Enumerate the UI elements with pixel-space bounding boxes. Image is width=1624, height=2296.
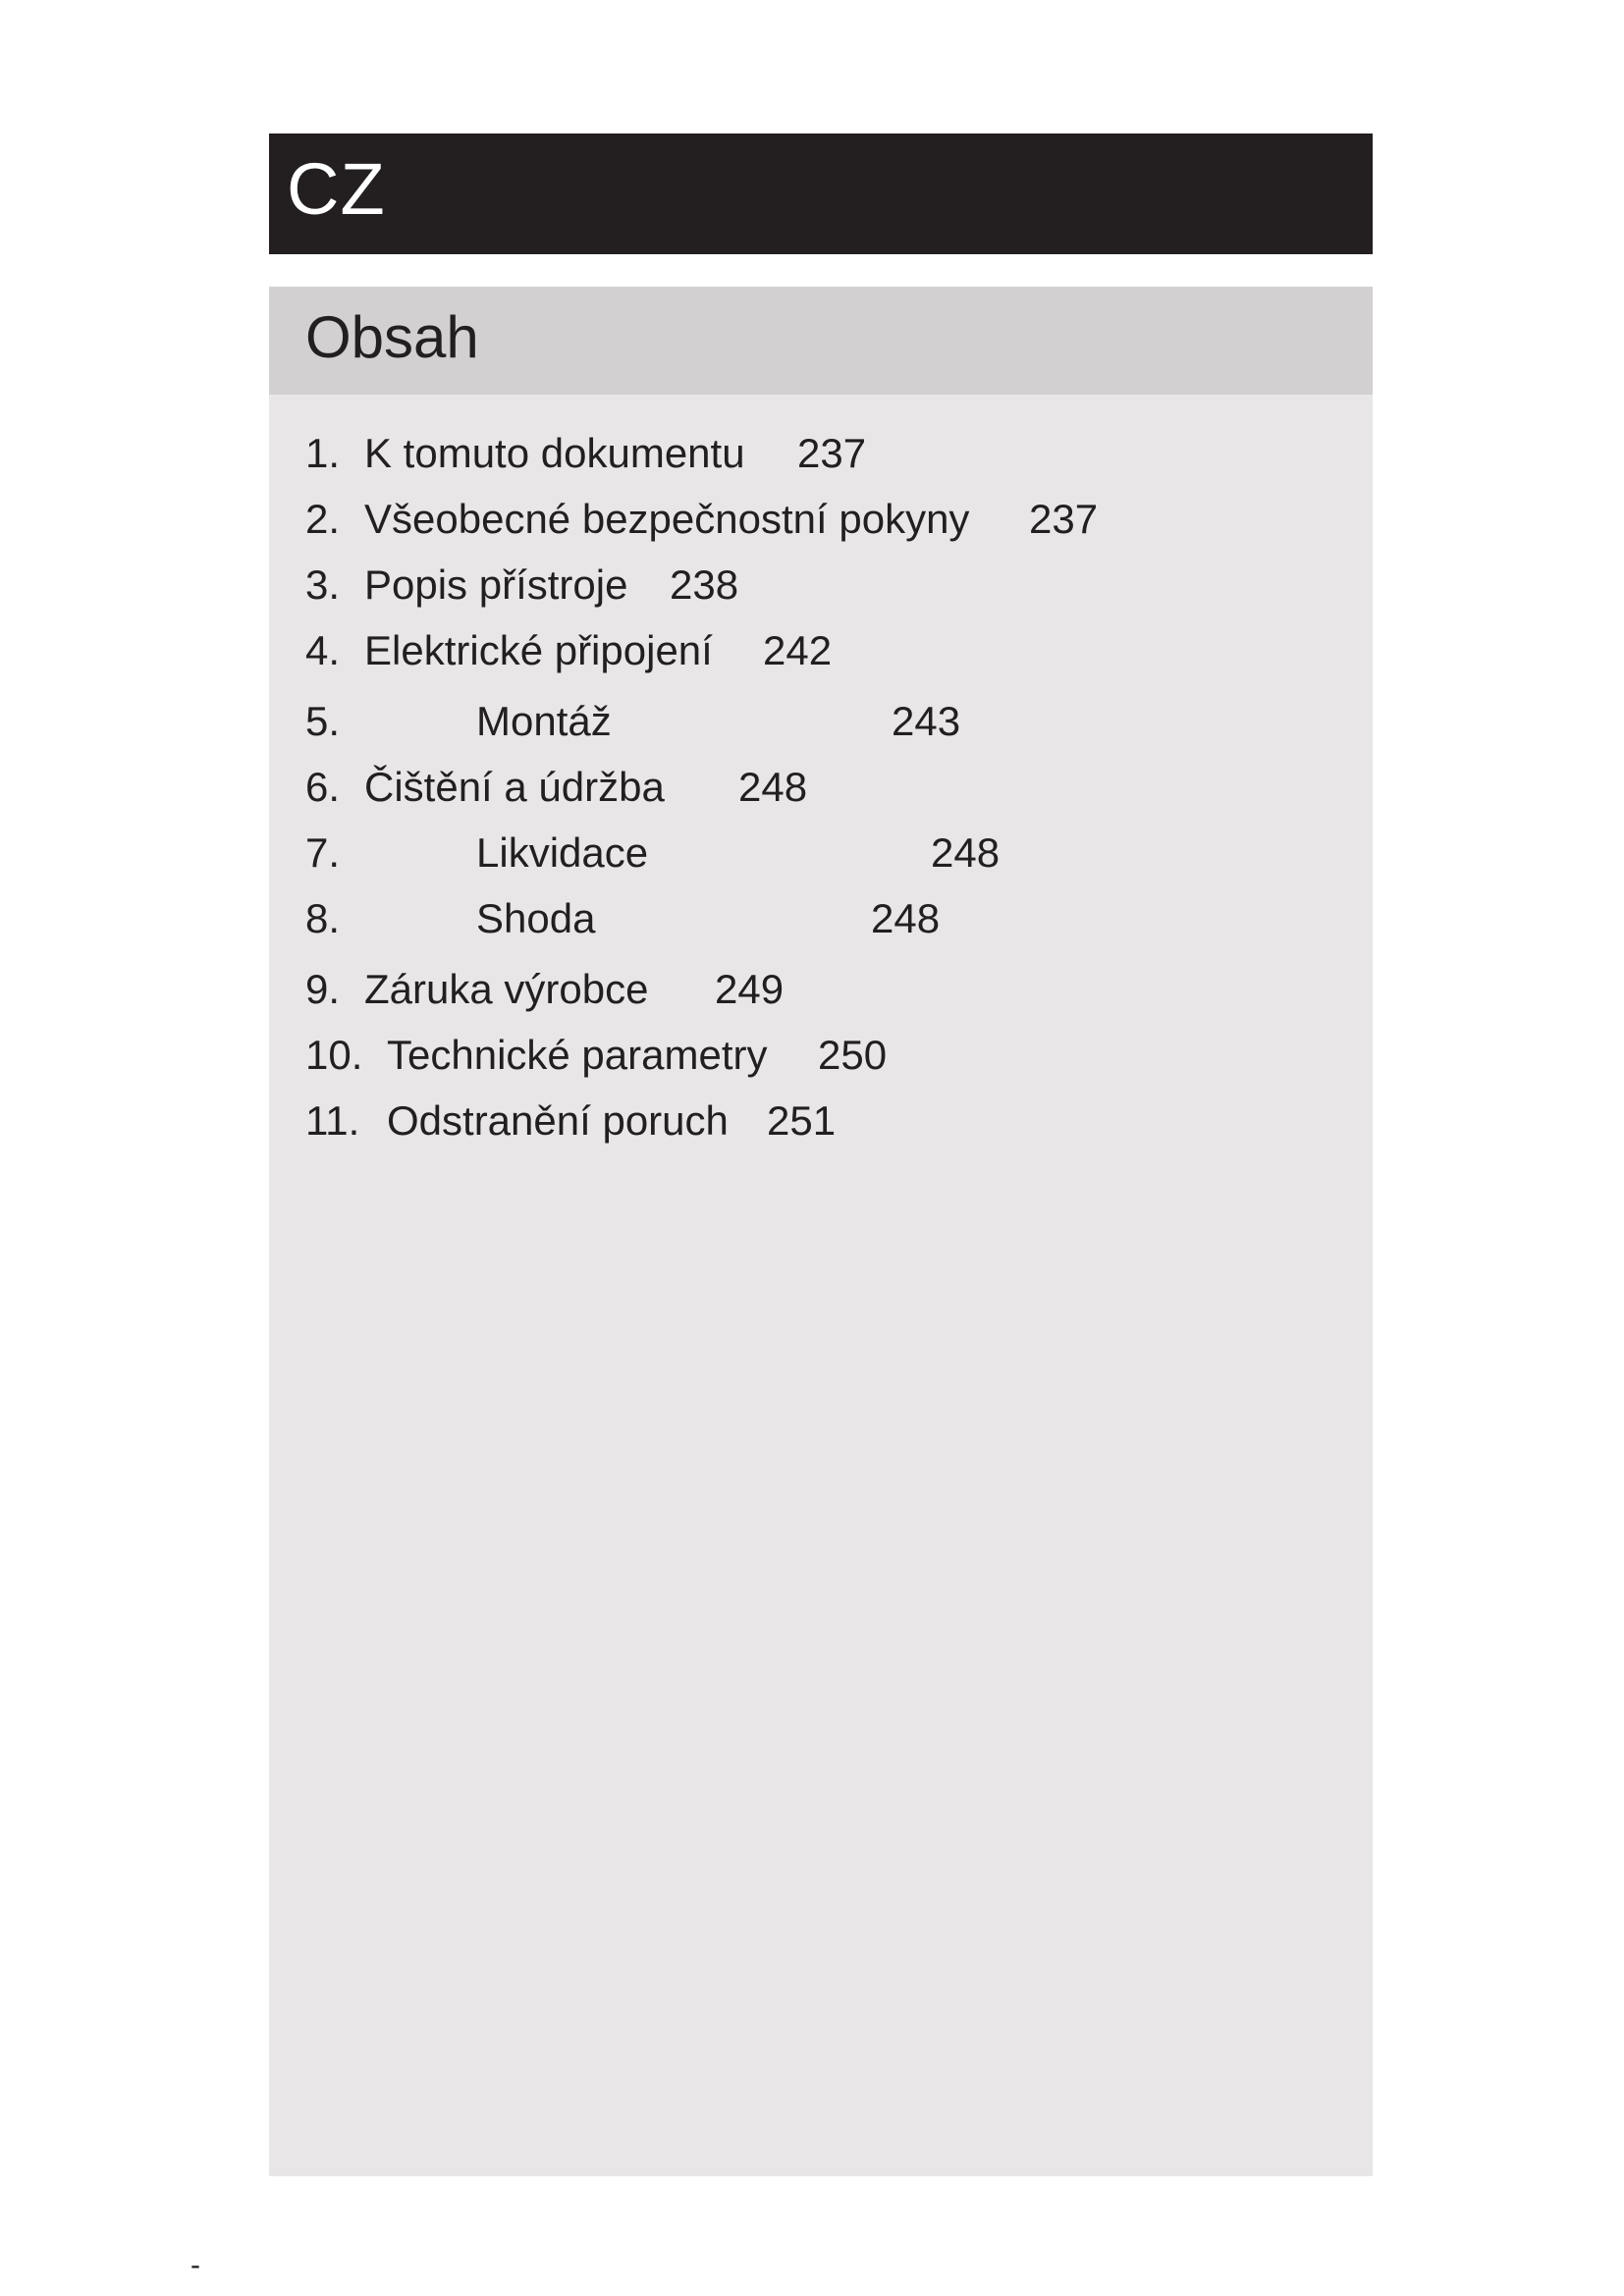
toc-entry-title: Likvidace	[476, 829, 649, 876]
toc-entry-6[interactable]	[305, 762, 1346, 813]
toc-entry-page: 242	[763, 627, 833, 673]
toc-entry-3[interactable]	[305, 560, 1346, 611]
toc-entry-number: 2.	[305, 496, 341, 542]
toc-entry-title: Technické parametry	[387, 1032, 768, 1078]
toc-entry-title: Popis přístroje	[364, 561, 628, 608]
toc-header	[269, 287, 1373, 395]
toc-entry-number: 1.	[305, 430, 341, 476]
toc-entry-1[interactable]	[305, 428, 1346, 479]
toc-entry-page: 248	[738, 764, 808, 810]
toc-entry-title: Všeobecné bezpečnostní pokyny	[364, 496, 970, 542]
page-footer-mark: -	[190, 2249, 200, 2281]
toc-entry-page: 237	[1029, 496, 1099, 542]
toc-entry-page: 238	[670, 561, 739, 608]
toc-title: Obsah	[305, 304, 479, 370]
toc-entry-5[interactable]	[305, 696, 1346, 747]
toc-entry-page: 237	[797, 430, 867, 476]
toc-entry-number: 11.	[305, 1097, 360, 1144]
toc-entry-number: 3.	[305, 561, 341, 608]
toc-entry-page: 248	[871, 895, 941, 941]
toc-entry-title: Montáž	[476, 698, 612, 744]
toc-entry-7[interactable]	[305, 828, 1346, 879]
toc-entry-page: 249	[715, 966, 785, 1012]
language-header-bar	[269, 133, 1373, 254]
toc-entry-title: Elektrické připojení	[364, 627, 713, 673]
toc-entry-number: 5.	[305, 698, 341, 744]
language-code: CZ	[287, 148, 386, 230]
toc-entry-2[interactable]	[305, 494, 1346, 545]
toc-entry-9[interactable]	[305, 964, 1346, 1015]
toc-entry-4[interactable]	[305, 625, 1346, 676]
toc-entry-number: 8.	[305, 895, 341, 941]
toc-entry-title: Odstranění poruch	[387, 1097, 729, 1144]
toc-entry-8[interactable]	[305, 893, 1346, 944]
toc-entry-page: 250	[818, 1032, 888, 1078]
toc-entry-number: 7.	[305, 829, 341, 876]
toc-entry-title: Záruka výrobce	[364, 966, 649, 1012]
toc-entry-page: 251	[767, 1097, 837, 1144]
toc-entry-number: 6.	[305, 764, 341, 810]
table-of-contents	[269, 287, 1373, 2176]
toc-entry-page: 243	[892, 698, 961, 744]
toc-entry-11[interactable]	[305, 1095, 1346, 1147]
toc-entry-number: 4.	[305, 627, 341, 673]
toc-entry-title: K tomuto dokumentu	[364, 430, 745, 476]
toc-entry-10[interactable]	[305, 1030, 1346, 1081]
toc-entry-number: 9.	[305, 966, 341, 1012]
toc-entry-number: 10.	[305, 1032, 363, 1078]
toc-entry-title: Shoda	[476, 895, 596, 941]
toc-entry-page: 248	[931, 829, 1001, 876]
toc-entry-title: Čištění a údržba	[364, 764, 665, 810]
